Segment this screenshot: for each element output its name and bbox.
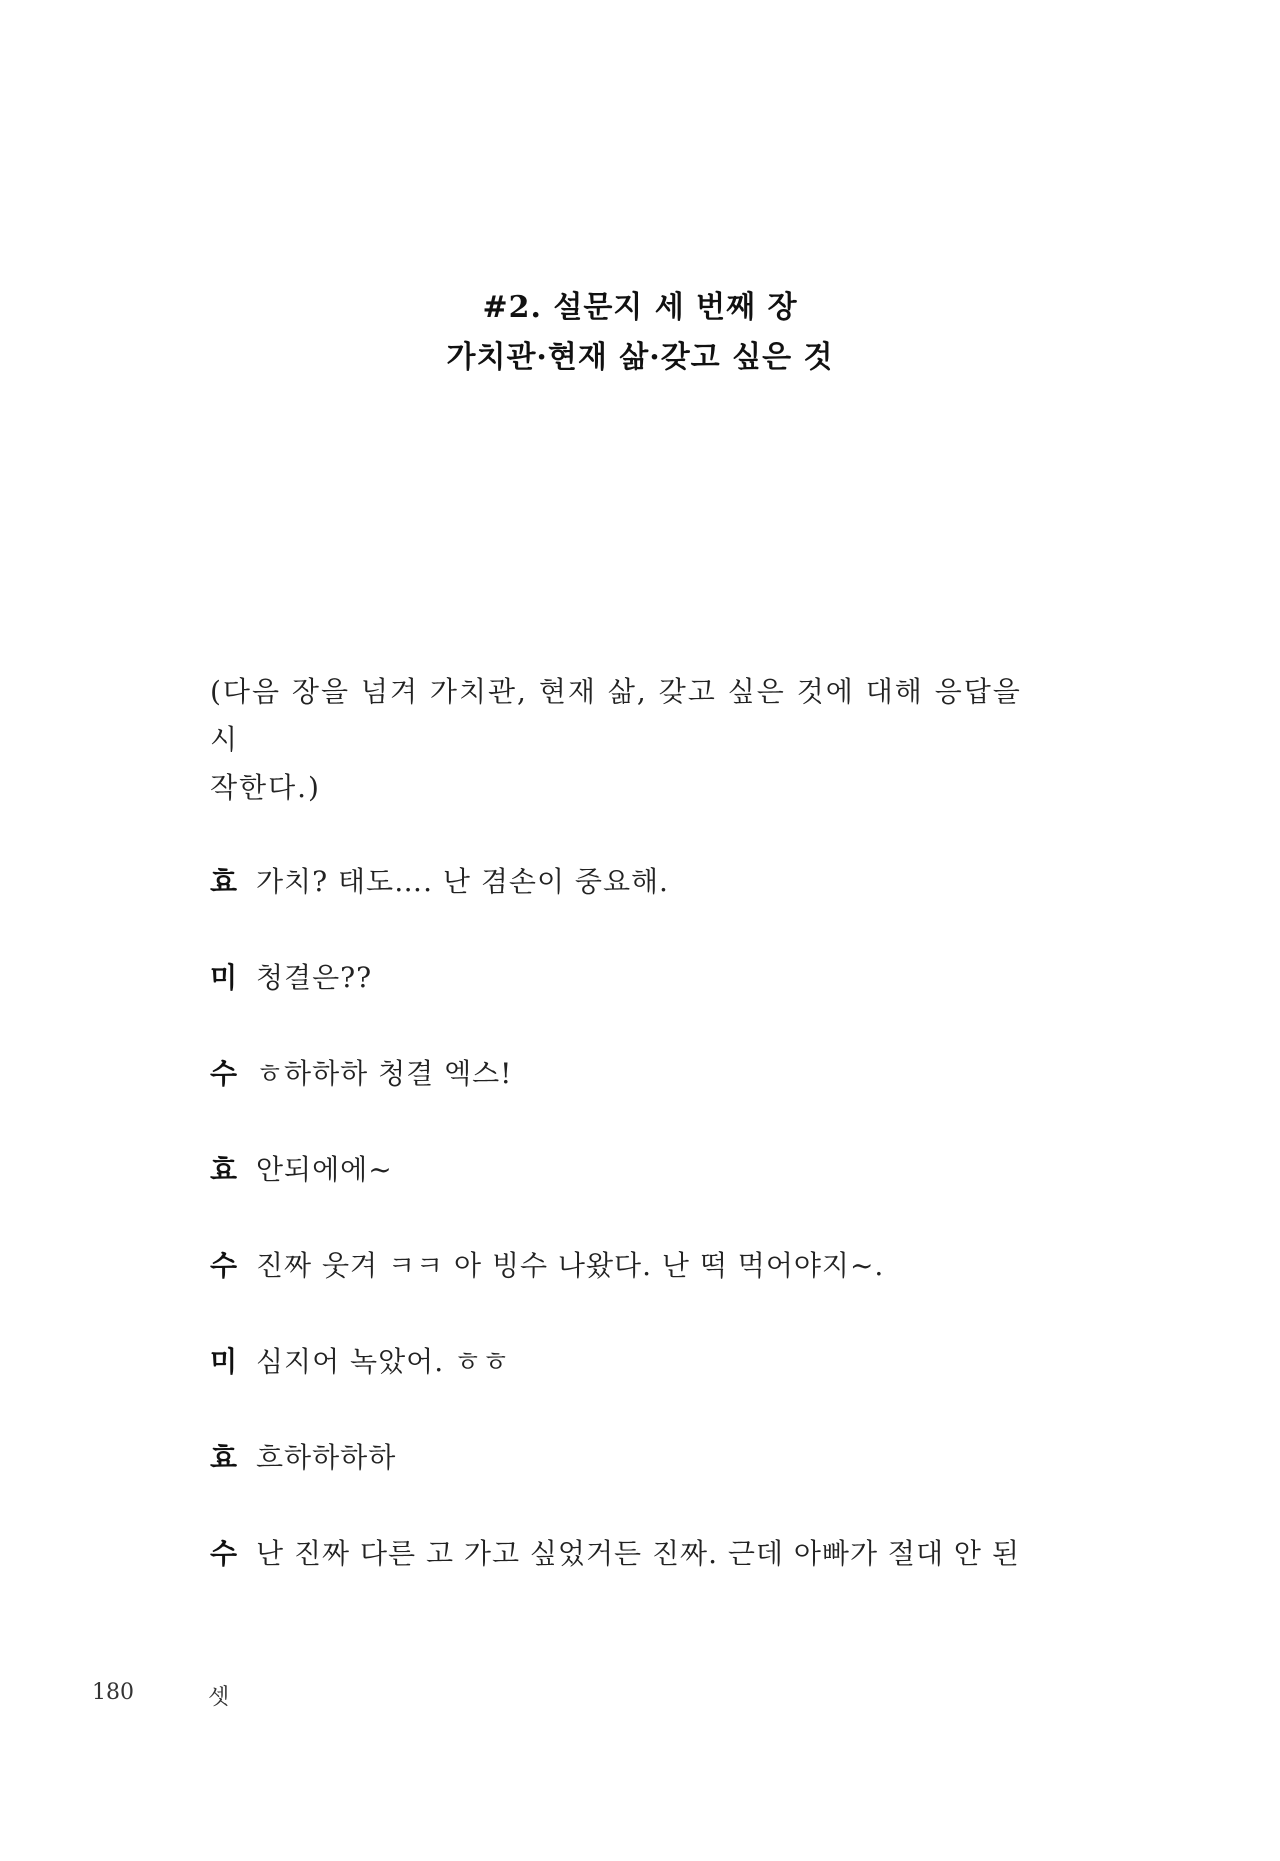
utterance-text: ㅎ하하하 청결 엑스! [256, 1057, 513, 1090]
utterance-text: 난 진짜 다른 고 가고 싶었거든 진짜. 근데 아빠가 절대 안 된 [256, 1537, 1020, 1570]
dialogue-line [210, 954, 1030, 1002]
stage-direction-line-1: (다음 장을 넘겨 가치관, 현재 삶, 갖고 싶은 것에 대해 응답을 시 [210, 675, 1022, 756]
utterance-text: 청결은?? [256, 961, 373, 994]
page-number: 180 [92, 1680, 134, 1705]
speaker-label: 효 [210, 1441, 239, 1474]
chapter-title-line-2: 가치관·현재 삶·갖고 싶은 것 [446, 340, 834, 375]
dialogue-line [210, 1530, 1030, 1578]
speaker-label: 효 [210, 1153, 239, 1186]
dialogue-line [210, 1338, 1030, 1386]
utterance-text: 진짜 웃겨 ㅋㅋ 아 빙수 나왔다. 난 떡 먹어야지~. [256, 1249, 885, 1282]
dialogue-line [210, 1146, 1030, 1194]
speaker-label: 미 [210, 961, 239, 994]
speaker-label: 수 [210, 1537, 239, 1570]
stage-direction [210, 668, 1030, 812]
speaker-label: 미 [210, 1345, 239, 1378]
page-footer [0, 1680, 1280, 1720]
utterance-text: 안되에에~ [256, 1153, 393, 1186]
chapter-title-line-1: #2. 설문지 세 번째 장 [482, 290, 798, 325]
speaker-label: 수 [210, 1249, 239, 1282]
dialogue-line [210, 858, 1030, 906]
speaker-label: 수 [210, 1057, 239, 1090]
speaker-label: 효 [210, 865, 239, 898]
utterance-text: 심지어 녹았어. ㅎㅎ [256, 1345, 511, 1378]
utterance-text: 흐하하하하 [256, 1441, 397, 1474]
dialogue-line [210, 1050, 1030, 1098]
stage-direction-line-2: 작한다.) [210, 771, 321, 804]
body-text [210, 668, 1030, 1626]
section-label: 셋 [208, 1685, 230, 1710]
dialogue-line [210, 1434, 1030, 1482]
chapter-title [0, 283, 1280, 383]
utterance-text: 가치? 태도…. 난 겸손이 중요해. [256, 865, 669, 898]
dialogue-line [210, 1242, 1030, 1290]
